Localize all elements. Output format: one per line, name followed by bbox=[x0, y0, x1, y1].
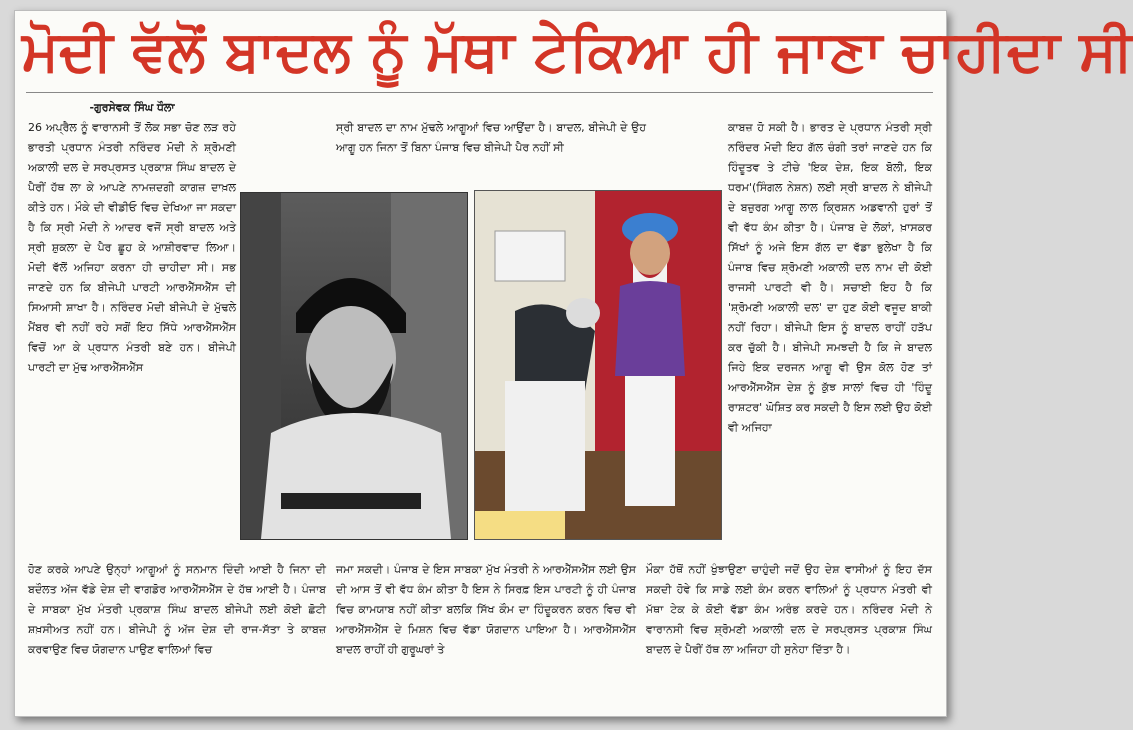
column-1-top bbox=[28, 98, 236, 576]
byline: -ਗੁਰਸੇਵਕ ਸਿੰਘ ਧੌਲਾ bbox=[89, 101, 175, 114]
headline: ਮੋਦੀ ਵੱਲੋਂ ਬਾਦਲ ਨੂੰ ਮੱਥਾ ਟੇਕਿਆ ਹੀ ਜਾਣਾ ਚਾਹੀਦਾ ਸੀ bbox=[22, 19, 1133, 84]
paragraph: ਕਾਬਜ਼ ਹੋ ਸਕੀ ਹੈ। ਭਾਰਤ ਦੇ ਪ੍ਰਧਾਨ ਮੰਤਰੀ ਸ੍ਰੀ ਨਰਿੰਦਰ ਮੋਦੀ ਇਹ ਗੱਲ ਚੰਗੀ ਤਰਾਂ ਜਾਣਦੇ ਹਨ ਕਿ ਹਿੰਦੂਤਵ ਤੇ ਟੀਚੇ 'ਇਕ ਦੇਸ਼, ਇਕ ਬੋਲੀ, ਇਕ ਧਰਮ'(ਸਿੰਗਲ ਨੇਸ਼ਨ) ਲਈ ਸ੍ਰੀ ਬਾਦਲ ਨੇ ਬੀਜੇਪੀ ਦੇ ਬਜ਼ੁਰਗ ਆਗੂ ਲਾਲ ਕ੍ਰਿਸ਼ਨ ਅਡਵਾਨੀ ਹੁਰਾਂ ਤੋਂ ਵੀ ਵੱਧ ਕੰਮ ਕੀਤਾ ਹੈ। ਪੰਜਾਬ ਦੇ ਲੋਕਾਂ, ਖ਼ਾਸਕਰ ਸਿੱਖਾਂ ਨੂੰ ਅਜੇ ਇਸ ਗੱਲ ਦਾ ਵੱਡਾ ਭੁਲੇਖਾ ਹੈ ਕਿ ਪੰਜਾਬ ਵਿਚ ਸ਼੍ਰੋਮਣੀ ਅਕਾਲੀ ਦਲ ਨਾਮ ਦੀ ਕੋਈ ਰਾਜਸੀ ਪਾਰਟੀ ਵੀ ਹੈ। ਸਚਾਈ ਇਹ ਹੈ ਕਿ 'ਸ਼੍ਰੋਮਣੀ ਅਕਾਲੀ ਦਲ' ਦਾ ਹੁਣ ਕੋਈ ਵਜੂਦ ਬਾਕੀ ਨਹੀਂ ਰਿਹਾ। ਬੀਜੇਪੀ ਇਸ ਨੂੰ ਬਾਦਲ ਰਾਹੀਂ ਹੜੱਪ ਕਰ ਚੁੱਕੀ ਹੈ। ਬੀਜੇਪੀ ਸਮਝਦੀ ਹੈ ਕਿ ਜੇ ਬਾਦਲ ਜਿਹੇ ਇਕ ਦਰਜਨ ਆਗੂ ਵੀ ਉਸ ਕੋਲ ਹੋਣ ਤਾਂ ਆਰਐੱਸਐੱਸ ਦੇਸ਼ ਨੂੰ ਕੁੱਝ ਸਾਲਾਂ ਵਿਚ ਹੀ 'ਹਿੰਦੂ ਰਾਸ਼ਟਰ' ਘੋਸ਼ਿਤ ਕਰ ਸਕਦੀ ਹੈ ਇਸ ਲਈ ਉਹ ਕੋਈ ਵੀ ਅਜਿਹਾ bbox=[728, 121, 932, 434]
portrait-image bbox=[241, 193, 467, 539]
paragraph: ਮੌਕਾ ਹੱਥੋਂ ਨਹੀਂ ਖੁੰਝਾਉਣਾ ਚਾਹੁੰਦੀ ਜਦੋਂ ਉਹ ਦੇਸ਼ ਵਾਸੀਆਂ ਨੂੰ ਇਹ ਦੱਸ ਸਕਦੀ ਹੋਵੇ ਕਿ ਸਾਡੇ ਲਈ ਕੰਮ ਕਰਨ ਵਾਲਿਆਂ ਨੂੰ ਪ੍ਰਧਾਨ ਮੰਤਰੀ ਵੀ ਮੱਥਾ ਟੇਕ ਕੇ ਕੋਈ ਵੱਡਾ ਕੰਮ ਅਰੰਭ ਕਰਦੇ ਹਨ। ਨਰਿੰਦਰ ਮੋਦੀ ਨੇ ਵਾਰਾਨਸੀ ਵਿਚ ਸ਼੍ਰੋਮਣੀ ਅਕਾਲੀ ਦਲ ਦੇ ਸਰਪ੍ਰਸਤ ਪ੍ਰਕਾਸ਼ ਸਿੰਘ ਬਾਦਲ ਦੇ ਪੈਰੀਂ ਹੱਥ ਲਾ ਅਜਿਹਾ ਹੀ ਸੁਨੇਹਾ ਦਿੱਤਾ ਹੈ। bbox=[646, 563, 932, 656]
column-2-top bbox=[336, 118, 646, 176]
paragraph: ਸ੍ਰੀ ਬਾਦਲ ਦਾ ਨਾਮ ਮੁੱਢਲੇ ਆਗੂਆਂ ਵਿਚ ਆਉਂਦਾ ਹੈ। ਬਾਦਲ, ਬੀਜੇਪੀ ਦੇ ਉਹ ਆਗੂ ਹਨ ਜਿਨਾ ਤੋਂ ਬਿਨਾ ਪੰਜਾਬ ਵਿਚ ਬੀਜੇਪੀ ਪੈਰ ਨਹੀਂ ਸੀ bbox=[336, 121, 646, 154]
column-2-bottom bbox=[336, 560, 636, 700]
paragraph: ਹੋਣ ਕਰਕੇ ਆਪਣੇ ਉਨ੍ਹਾਂ ਆਗੂਆਂ ਨੂੰ ਸਨਮਾਨ ਦਿੰਦੀ ਆਈ ਹੈ ਜਿਨਾ ਦੀ ਬਦੌਲਤ ਅੱਜ ਵੱਡੇ ਦੇਸ਼ ਦੀ ਵਾਗਡੋਰ ਆਰਐੱਸਐੱਸ ਦੇ ਹੱਥ ਆਈ ਹੈ। ਪੰਜਾਬ ਦੇ ਸਾਬਕਾ ਮੁੱਖ ਮੰਤਰੀ ਪ੍ਰਕਾਸ਼ ਸਿੰਘ ਬਾਦਲ ਬੀਜੇਪੀ ਲਈ ਕੋਈ ਛੋਟੀ ਸ਼ਖ਼ਸੀਅਤ ਨਹੀਂ ਹਨ। ਬੀਜੇਪੀ ਨੂੰ ਅੱਜ ਦੇਸ਼ ਦੀ ਰਾਜ-ਸੱਤਾ ਤੇ ਕਾਬਜ਼ ਕਰਵਾਉਣ ਵਿਚ ਯੋਗਦਾਨ ਪਾਉਣ ਵਾਲਿਆਂ ਵਿਚ bbox=[28, 563, 326, 656]
column-1-bottom bbox=[28, 560, 326, 700]
paragraph: 26 ਅਪ੍ਰੈਲ ਨੂੰ ਵਾਰਾਨਸੀ ਤੋਂ ਲੋਕ ਸਭਾ ਚੋਣ ਲੜ ਰਹੇ ਭਾਰਤੀ ਪ੍ਰਧਾਨ ਮੰਤਰੀ ਨਰਿੰਦਰ ਮੋਦੀ ਨੇ ਸ਼੍ਰੋਮਣੀ ਅਕਾਲੀ ਦਲ ਦੇ ਸਰਪ੍ਰਸਤ ਪ੍ਰਕਾਸ਼ ਸਿੰਘ ਬਾਦਲ ਦੇ ਪੈਰੀਂ ਹੱਥ ਲਾ ਕੇ ਆਪਣੇ ਨਾਮਜ਼ਦਗੀ ਕਾਗਜ਼ ਦਾਖ਼ਲ ਕੀਤੇ ਹਨ। ਮੌਕੇ ਦੀ ਵੀਡੀਓ ਵਿਚ ਦੇਖਿਆ ਜਾ ਸਕਦਾ ਹੈ ਕਿ ਸ੍ਰੀ ਮੋਦੀ ਨੇ ਆਦਰ ਵਜੋਂ ਸ੍ਰੀ ਬਾਦਲ ਅਤੇ ਸ੍ਰੀ ਸ਼ੁਕਲਾ ਦੇ ਪੈਰ ਛੂਹ ਕੇ ਆਸ਼ੀਰਵਾਦ ਲਿਆ। ਮੋਦੀ ਵੱਲੋਂ ਅਜਿਹਾ ਕਰਨਾ ਹੀ ਚਾਹੀਦਾ ਸੀ। ਸਭ ਜਾਣਦੇ ਹਨ ਕਿ ਬੀਜੇਪੀ ਪਾਰਟੀ ਆਰਐੱਸਐੱਸ ਦੀ ਸਿਆਸੀ ਸ਼ਾਖਾ ਹੈ। ਨਰਿੰਦਰ ਮੋਦੀ ਬੀਜੇਪੀ ਦੇ ਮੁੱਢਲੇ ਮੈਂਬਰ ਵੀ ਨਹੀਂ ਰਹੇ ਸਗੋਂ ਇਹ ਸਿੱਧੇ ਆਰਐੱਸਐੱਸ ਵਿਚੋਂ ਆ ਕੇ ਪ੍ਰਧਾਨ ਮੰਤਰੀ ਬਣੇ ਹਨ। ਬੀਜੇਪੀ ਪਾਰਟੀ ਦਾ ਮੁੱਢ ਆਰਐੱਸਐੱਸ bbox=[28, 121, 236, 374]
meeting-photo bbox=[474, 190, 722, 540]
paragraph: ਜਮਾ ਸਕਦੀ। ਪੰਜਾਬ ਦੇ ਇਸ ਸਾਬਕਾ ਮੁੱਖ ਮੰਤਰੀ ਨੇ ਆਰਐੱਸਐੱਸ ਲਈ ਉਸ ਦੀ ਆਸ ਤੋਂ ਵੀ ਵੱਧ ਕੰਮ ਕੀਤਾ ਹੈ ਇਸ ਨੇ ਸਿਰਫ਼ ਇਸ ਪਾਰਟੀ ਨੂੰ ਹੀ ਪੰਜਾਬ ਵਿਚ ਕਾਮਯਾਬ ਨਹੀਂ ਕੀਤਾ ਬਲਕਿ ਸਿੱਖ ਕੌਮ ਦਾ ਹਿੰਦੂਕਰਨ ਕਰਨ ਵਿਚ ਵੀ ਆਰਐੱਸਐੱਸ ਦੇ ਮਿਸ਼ਨ ਵਿਚ ਵੱਡਾ ਯੋਗਦਾਨ ਪਾਇਆ ਹੈ। ਆਰਐੱਸਐੱਸ ਬਾਦਲ ਰਾਹੀਂ ਹੀ ਗੁਰੂਘਰਾਂ ਤੇ bbox=[336, 563, 636, 656]
column-3-top bbox=[728, 118, 932, 558]
headline-rule bbox=[26, 92, 933, 93]
portrait-photo bbox=[240, 192, 468, 540]
column-3-bottom bbox=[646, 560, 932, 700]
meeting-image bbox=[475, 191, 721, 539]
